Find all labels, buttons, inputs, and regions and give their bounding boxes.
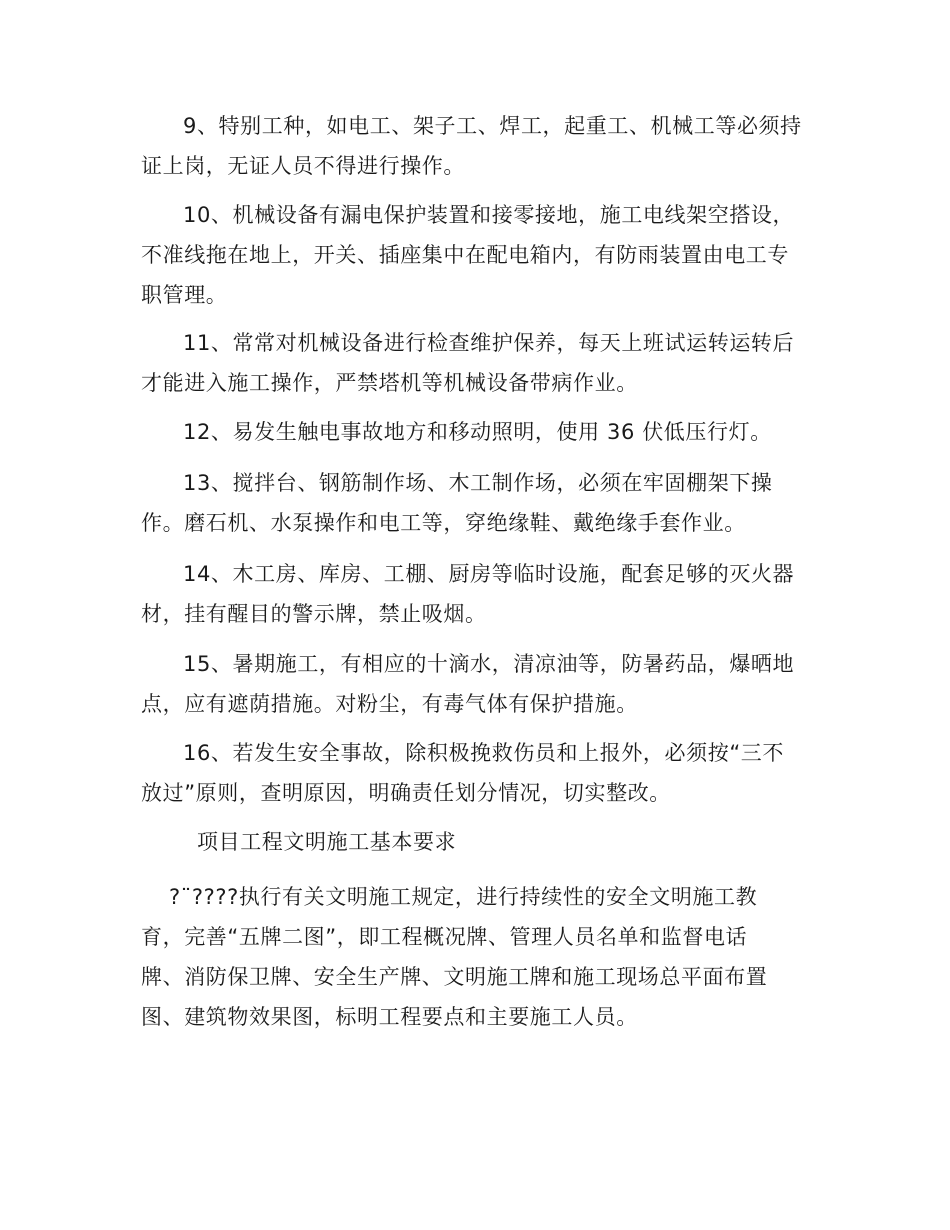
paragraph-line: 材，挂有醒目的警示牌，禁止吸烟。 bbox=[141, 602, 487, 626]
paragraph-line: 15、暑期施工，有相应的十滴水，清凉油等，防暑药品，爆晒地 bbox=[183, 652, 795, 676]
paragraph-line: 9、特别工种，如电工、架子工、焊工，起重工、机械工等必须持 bbox=[183, 114, 802, 138]
paragraph-line: 不准线拖在地上，开关、插座集中在配电箱内，有防雨装置由电工专 bbox=[141, 243, 789, 267]
paragraph-line: 12、易发生触电事故地方和移动照明，使用 36 伏低压行灯。 bbox=[183, 420, 772, 444]
paragraph-line: 证上岗，无证人员不得进行操作。 bbox=[141, 154, 465, 178]
paragraph-item-14 bbox=[141, 554, 813, 634]
paragraph-line: 牌、消防保卫牌、安全生产牌、文明施工牌和施工现场总平面布置 bbox=[141, 965, 768, 989]
paragraph-line: 14、木工房、库房、工棚、厨房等临时设施，配套足够的灭火器 bbox=[183, 562, 795, 586]
paragraph-line: 16、若发生安全事故，除积极挽救伤员和上报外，必须按“三不 bbox=[183, 741, 784, 765]
paragraph-line: 作。磨石机、水泵操作和电工等，穿绝缘鞋、戴绝缘手套作业。 bbox=[141, 511, 746, 535]
paragraph-line: 10、机械设备有漏电保护装置和接零接地，施工电线架空搭设， bbox=[183, 203, 795, 227]
paragraph-line: 11、常常对机械设备进行检查维护保养，每天上班试运转运转后 bbox=[183, 331, 795, 355]
paragraph-item-10 bbox=[141, 195, 813, 315]
paragraph-item-9 bbox=[141, 106, 813, 186]
paragraph-line: 职管理。 bbox=[141, 283, 228, 307]
paragraph-item-12 bbox=[141, 412, 813, 452]
paragraph-line: 图、建筑物效果图，标明工程要点和主要施工人员。 bbox=[141, 1005, 638, 1029]
paragraph-line: 育，完善“五牌二图”，即工程概况牌、管理人员名单和监督电话 bbox=[141, 925, 748, 949]
paragraph-item-13 bbox=[141, 463, 813, 543]
paragraph-line: 放过”原则，查明原因，明确责任划分情况，切实整改。 bbox=[141, 781, 671, 805]
paragraph-line: 点，应有遮荫措施。对粉尘，有毒气体有保护措施。 bbox=[141, 692, 638, 716]
paragraph-item-16 bbox=[141, 733, 813, 813]
paragraph-line: 13、搅拌台、钢筋制作场、木工制作场，必须在牢固棚架下操 bbox=[183, 471, 773, 495]
paragraph-item-15 bbox=[141, 644, 813, 724]
paragraph-item-11 bbox=[141, 323, 813, 403]
paragraph-line: ?¨????执行有关文明施工规定，进行持续性的安全文明施工教 bbox=[169, 885, 758, 909]
section-heading-text: 项目工程文明施工基本要求 bbox=[197, 830, 457, 854]
section-heading bbox=[141, 822, 813, 862]
final-paragraph bbox=[141, 877, 813, 1037]
paragraph-line: 才能进入施工操作，严禁塔机等机械设备带病作业。 bbox=[141, 371, 638, 395]
